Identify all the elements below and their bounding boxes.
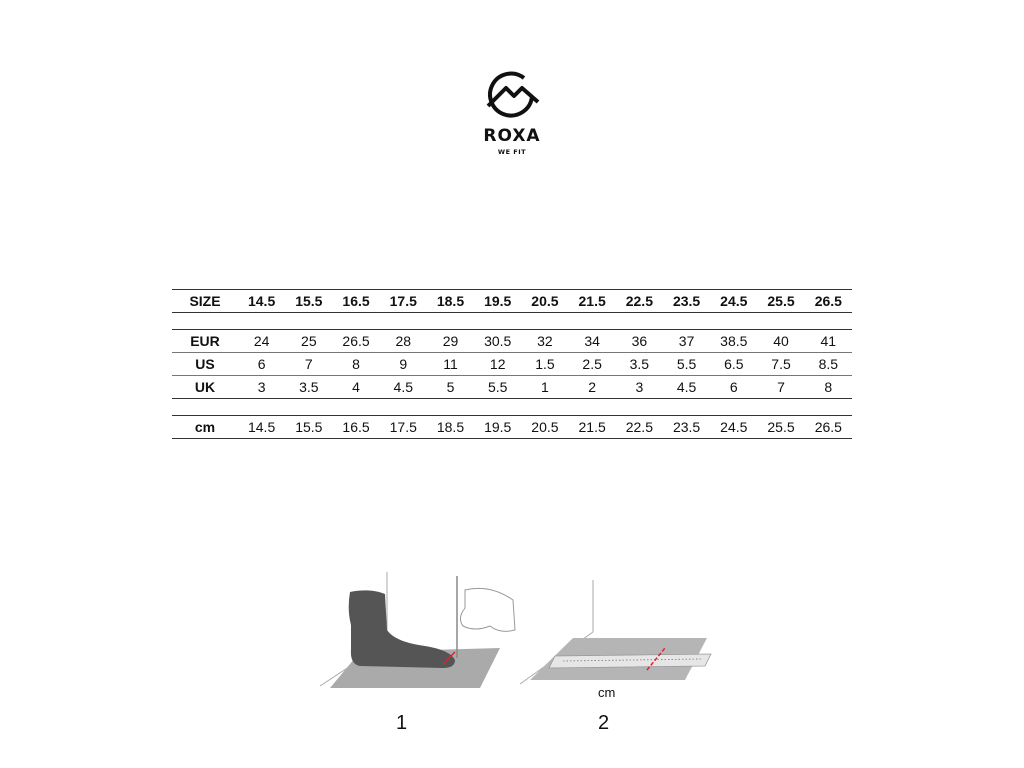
table-cell: 23.5 (663, 416, 710, 439)
spacer-row (172, 313, 852, 330)
table-cell: 37 (663, 330, 710, 353)
ruler-measure-illustration (515, 578, 715, 686)
table-cell: 6.5 (710, 353, 757, 376)
table-cell: 22.5 (616, 290, 663, 313)
brand-name: ROXA (483, 126, 541, 146)
size-row (172, 290, 852, 313)
table-cell: 4 (332, 376, 379, 399)
table-cell: 4.5 (663, 376, 710, 399)
table-cell: 14.5 (238, 290, 285, 313)
table-cell: 18.5 (427, 416, 474, 439)
table-cell: 23.5 (663, 290, 710, 313)
us-row (172, 353, 852, 376)
table-cell: 11 (427, 353, 474, 376)
table-cell: 17.5 (380, 416, 427, 439)
row-label: SIZE (172, 290, 238, 313)
table-cell: 1 (521, 376, 568, 399)
table-cell: 19.5 (474, 416, 521, 439)
table-cell: 5.5 (663, 353, 710, 376)
cm-row (172, 416, 852, 439)
table-cell: 18.5 (427, 290, 474, 313)
uk-row (172, 376, 852, 399)
table-cell: 6 (710, 376, 757, 399)
table-cell: 20.5 (521, 416, 568, 439)
brand-tagline: WE FIT (497, 148, 527, 156)
table-cell: 29 (427, 330, 474, 353)
table-cell: 1.5 (521, 353, 568, 376)
table-cell: 3.5 (616, 353, 663, 376)
table-cell: 34 (569, 330, 616, 353)
table-cell: 8 (332, 353, 379, 376)
row-label: cm (172, 416, 238, 439)
table-cell: 8 (805, 376, 852, 399)
table-cell: 15.5 (285, 290, 332, 313)
row-label: EUR (172, 330, 238, 353)
table-cell: 19.5 (474, 290, 521, 313)
table-cell: 41 (805, 330, 852, 353)
table-cell: 2 (569, 376, 616, 399)
table-cell: 12 (474, 353, 521, 376)
table-cell: 26.5 (805, 290, 852, 313)
foot-measure-illustration (315, 570, 525, 695)
table-cell: 5.5 (474, 376, 521, 399)
table-cell: 2.5 (569, 353, 616, 376)
row-label: UK (172, 376, 238, 399)
row-label: US (172, 353, 238, 376)
table-cell: 15.5 (285, 416, 332, 439)
table-cell: 14.5 (238, 416, 285, 439)
size-conversion-table (172, 289, 852, 439)
table-cell: 32 (521, 330, 568, 353)
table-cell: 40 (757, 330, 804, 353)
table-cell: 38.5 (710, 330, 757, 353)
table-cell: 9 (380, 353, 427, 376)
table-cell: 3 (616, 376, 663, 399)
table-cell: 24.5 (710, 416, 757, 439)
eur-row (172, 330, 852, 353)
table-cell: 28 (380, 330, 427, 353)
table-cell: 17.5 (380, 290, 427, 313)
step-1-label: 1 (396, 712, 408, 734)
table-cell: 20.5 (521, 290, 568, 313)
table-cell: 7 (285, 353, 332, 376)
table-cell: 25.5 (757, 290, 804, 313)
table-cell: 3 (238, 376, 285, 399)
table-cell: 21.5 (569, 290, 616, 313)
step-2-label: 2 (598, 712, 610, 734)
table-cell: 7.5 (757, 353, 804, 376)
table-cell: 22.5 (616, 416, 663, 439)
table-cell: 5 (427, 376, 474, 399)
table-cell: 24 (238, 330, 285, 353)
table-cell: 26.5 (332, 330, 379, 353)
table-cell: 16.5 (332, 416, 379, 439)
table-cell: 25.5 (757, 416, 804, 439)
table-cell: 4.5 (380, 376, 427, 399)
mountain-logo-icon (480, 68, 544, 128)
table-cell: 3.5 (285, 376, 332, 399)
table-cell: 36 (616, 330, 663, 353)
table-cell: 24.5 (710, 290, 757, 313)
table-cell: 8.5 (805, 353, 852, 376)
brand-logo (470, 68, 558, 160)
table-cell: 21.5 (569, 416, 616, 439)
table-cell: 26.5 (805, 416, 852, 439)
unit-label: cm (598, 685, 616, 700)
table-cell: 16.5 (332, 290, 379, 313)
spacer-row (172, 399, 852, 416)
table-cell: 6 (238, 353, 285, 376)
table-cell: 30.5 (474, 330, 521, 353)
table-cell: 7 (757, 376, 804, 399)
table-cell: 25 (285, 330, 332, 353)
